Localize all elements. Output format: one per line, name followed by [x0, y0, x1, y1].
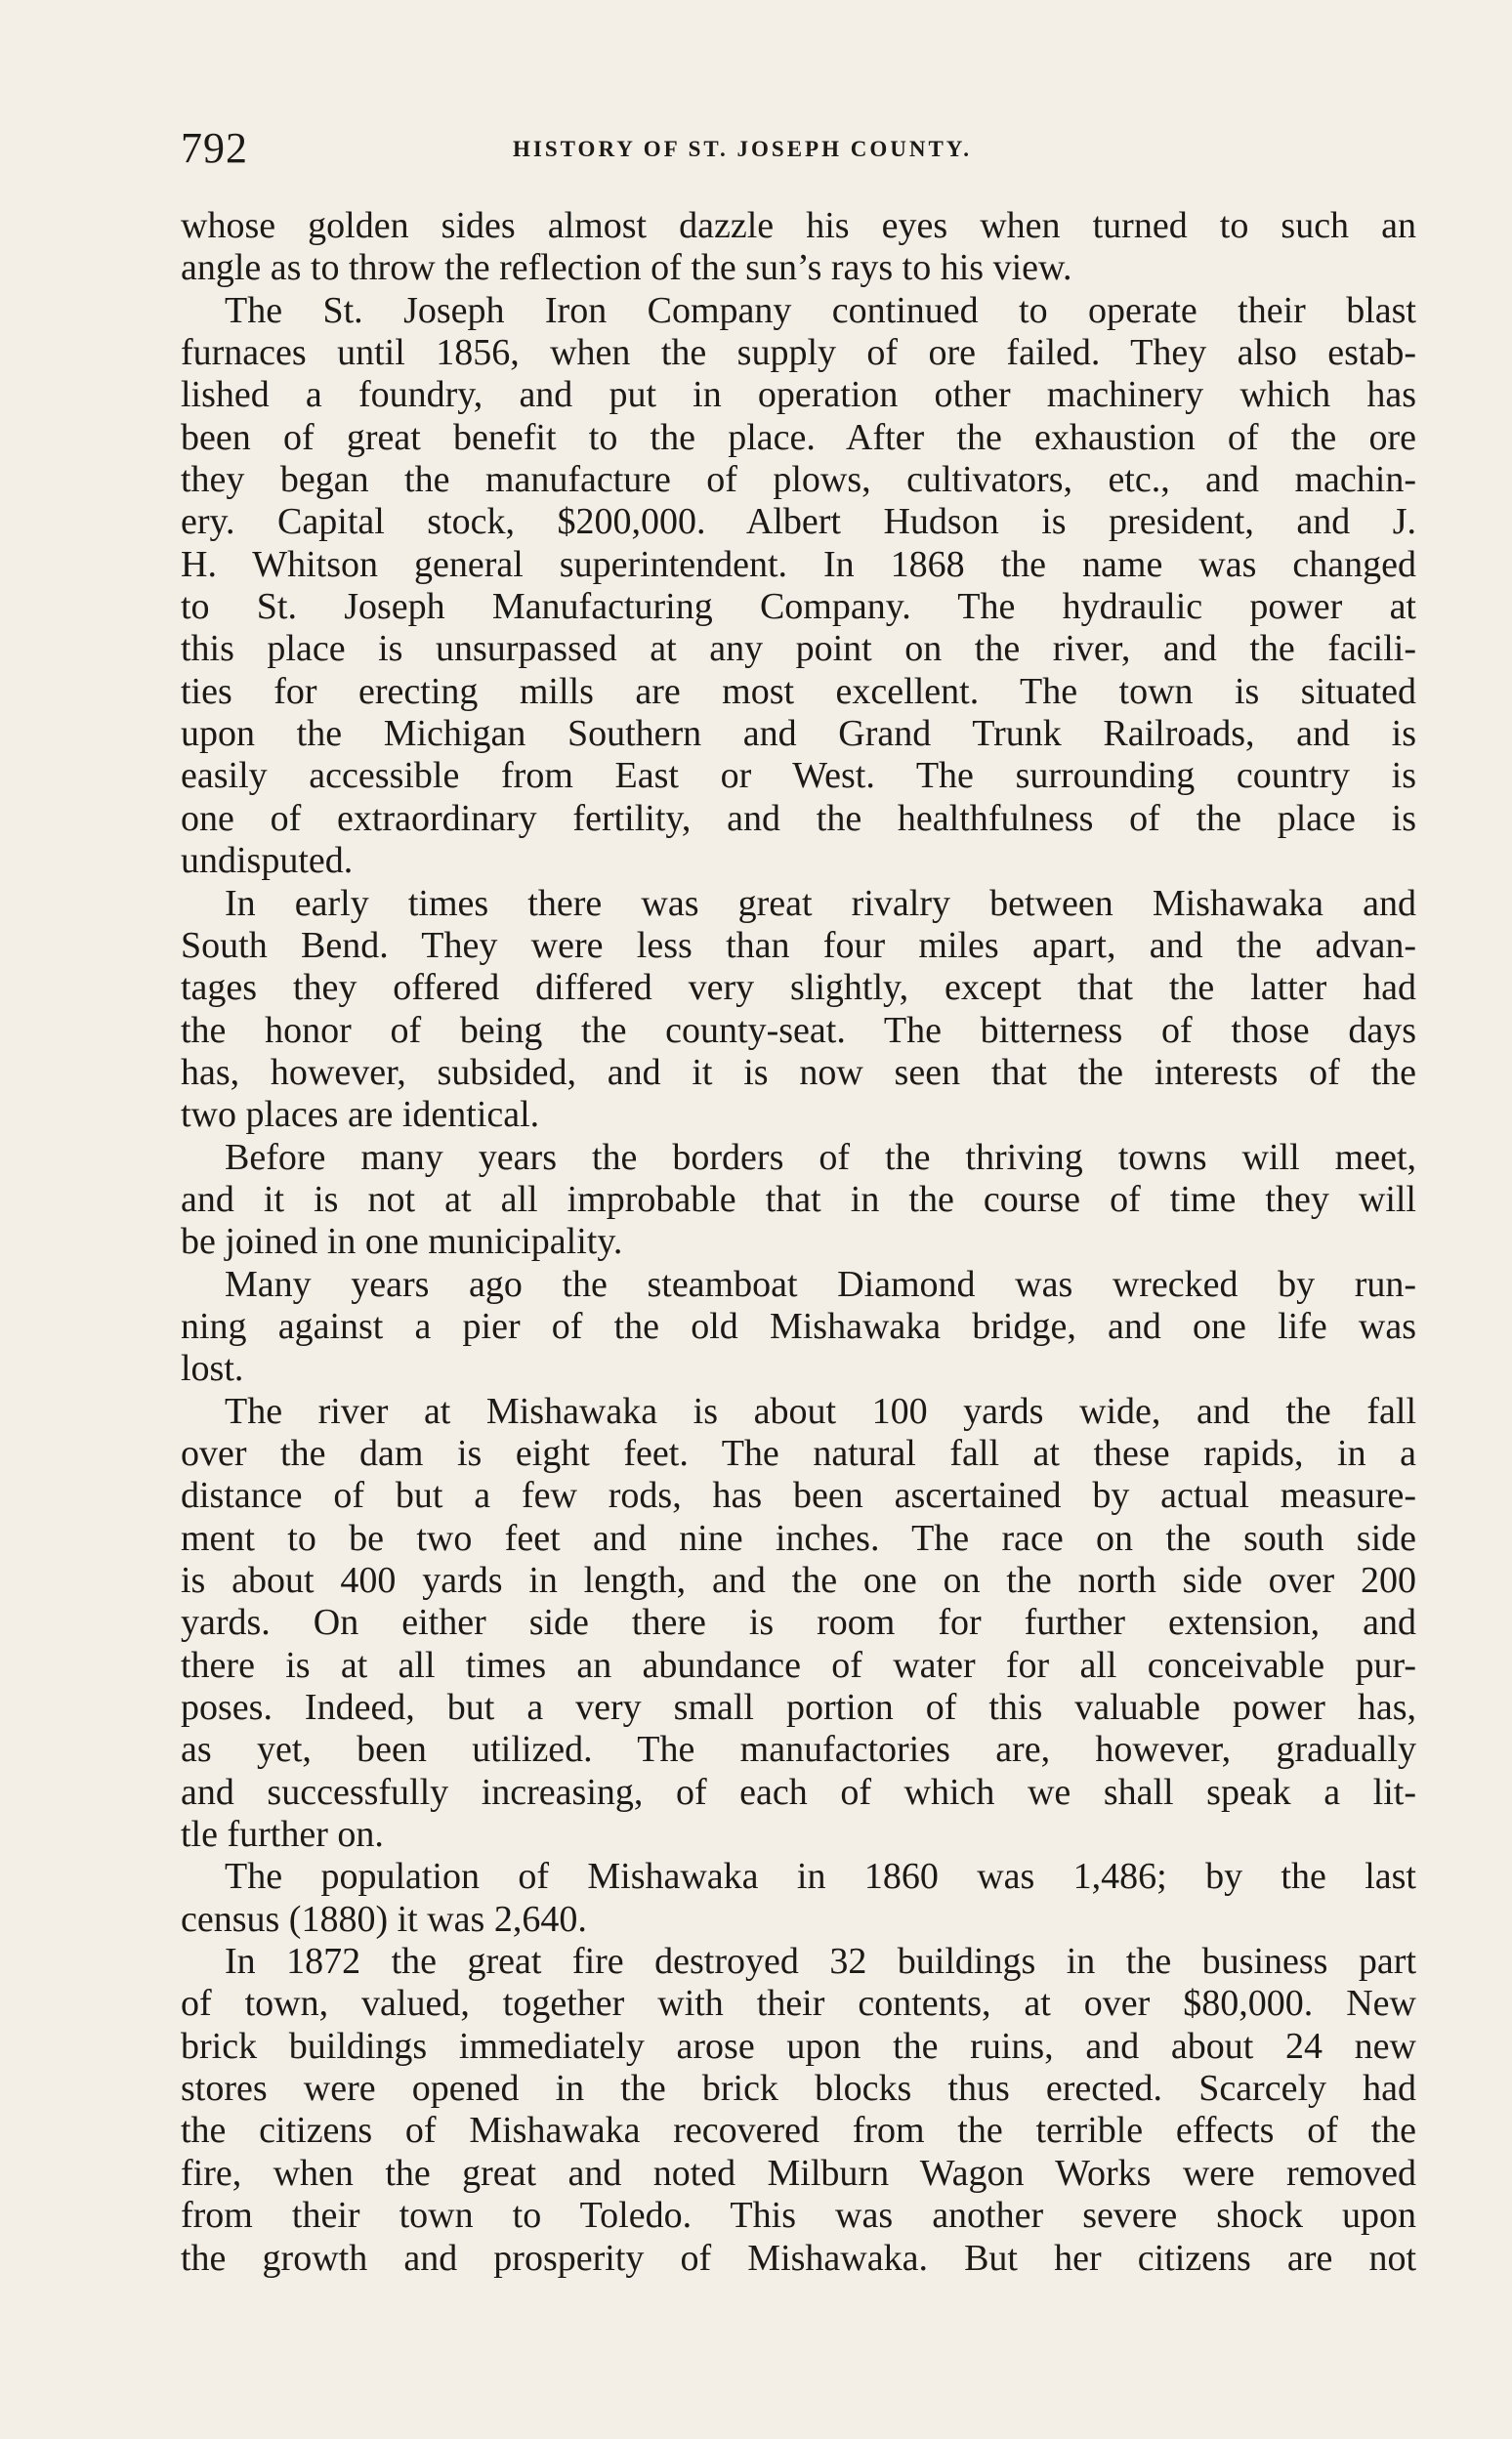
- text-line: H. Whitson general superintendent. In 1868 the name was changed: [181, 543, 1416, 585]
- text-line: South Bend. They were less than four miles apart, and the advan-: [181, 924, 1416, 966]
- text-line: and it is not at all improbable that in the course of time they will: [181, 1178, 1416, 1220]
- text-line: fire, when the great and noted Milburn Wagon Works were removed: [181, 2152, 1416, 2194]
- text-line: upon the Michigan Southern and Grand Trunk Railroads, and is: [181, 713, 1416, 755]
- text-line: Before many years the borders of the thriving towns will meet,: [225, 1136, 1416, 1178]
- text-line: furnaces until 1856, when the supply of ore failed. They also estab-: [181, 332, 1416, 374]
- text-line: ment to be two feet and nine inches. The race on the south side: [181, 1517, 1416, 1559]
- text-line: ning against a pier of the old Mishawaka bridge, and one life was: [181, 1305, 1416, 1347]
- text-line: be joined in one municipality.: [181, 1221, 623, 1263]
- text-line: distance of but a few rods, has been ascertained by actual measure-: [181, 1475, 1416, 1517]
- text-line: is about 400 yards in length, and the one on the north side over 200: [181, 1560, 1416, 1601]
- text-line: tle further on.: [181, 1814, 384, 1856]
- text-line: The St. Joseph Iron Company continued to operate their blast: [225, 289, 1416, 331]
- text-line: easily accessible from East or West. The surrounding country is: [181, 755, 1416, 797]
- text-line: as yet, been utilized. The manufactories are, however, gradually: [181, 1729, 1416, 1771]
- text-line: lished a foundry, and put in operation other machinery which has: [181, 374, 1416, 416]
- text-line: they began the manufacture of plows, cultivators, etc., and machin-: [181, 459, 1416, 501]
- page-header: [181, 123, 1416, 172]
- text-line: tages they offered differed very slightly, except that the latter had: [181, 967, 1416, 1009]
- text-line: been of great benefit to the place. After the exhaustion of the ore: [181, 416, 1416, 458]
- text-line: and successfully increasing, of each of which we shall speak a lit-: [181, 1771, 1416, 1813]
- text-line: of town, valued, together with their contents, at over $80,000. New: [181, 1983, 1416, 2025]
- text-line: undisputed.: [181, 840, 354, 882]
- text-line: The population of Mishawaka in 1860 was 1,486; by the last: [225, 1856, 1416, 1898]
- text-line: one of extraordinary fertility, and the healthfulness of the place is: [181, 797, 1416, 839]
- text-line: brick buildings immediately arose upon the ruins, and about 24 new: [181, 2025, 1416, 2067]
- page-number: 792: [181, 124, 248, 172]
- text-line: lost.: [181, 1348, 244, 1390]
- text-line: ery. Capital stock, $200,000. Albert Hudson is president, and J.: [181, 501, 1416, 543]
- text-line: whose golden sides almost dazzle his eyes when turned to such an: [181, 205, 1416, 246]
- text-line: the citizens of Mishawaka recovered from the terrible effects of the: [181, 2110, 1416, 2152]
- text-line: In 1872 the great fire destroyed 32 buildings in the business part: [225, 1941, 1416, 1983]
- text-line: The river at Mishawaka is about 100 yards wide, and the fall: [225, 1390, 1416, 1432]
- text-line: poses. Indeed, but a very small portion of this valuable power has,: [181, 1687, 1416, 1729]
- text-line: the growth and prosperity of Mishawaka. But her citizens are not: [181, 2237, 1416, 2279]
- text-line: to St. Joseph Manufacturing Company. The hydraulic power at: [181, 586, 1416, 628]
- text-line: In early times there was great rivalry between Mishawaka and: [225, 882, 1416, 924]
- body-text: [181, 205, 1416, 2280]
- text-line: there is at all times an abundance of water for all conceivable pur-: [181, 1644, 1416, 1686]
- text-line: ties for erecting mills are most excellent. The town is situated: [181, 670, 1416, 712]
- text-line: from their town to Toledo. This was another severe shock upon: [181, 2195, 1416, 2237]
- text-line: stores were opened in the brick blocks thus erected. Scarcely had: [181, 2068, 1416, 2110]
- text-line: the honor of being the county-seat. The bitterness of those days: [181, 1009, 1416, 1051]
- text-line: yards. On either side there is room for further extension, and: [181, 1602, 1416, 1644]
- text-line: over the dam is eight feet. The natural fall at these rapids, in a: [181, 1432, 1416, 1474]
- running-head: HISTORY OF ST. JOSEPH COUNTY.: [513, 137, 973, 161]
- text-line: angle as to throw the reflection of the sun’s rays to his view.: [181, 247, 1072, 289]
- text-line: Many years ago the steamboat Diamond was wrecked by run-: [225, 1263, 1416, 1305]
- text-line: this place is unsurpassed at any point on the river, and the facili-: [181, 628, 1416, 670]
- text-line: has, however, subsided, and it is now seen that the interests of the: [181, 1051, 1416, 1093]
- text-line: two places are identical.: [181, 1094, 540, 1136]
- text-line: census (1880) it was 2,640.: [181, 1898, 587, 1940]
